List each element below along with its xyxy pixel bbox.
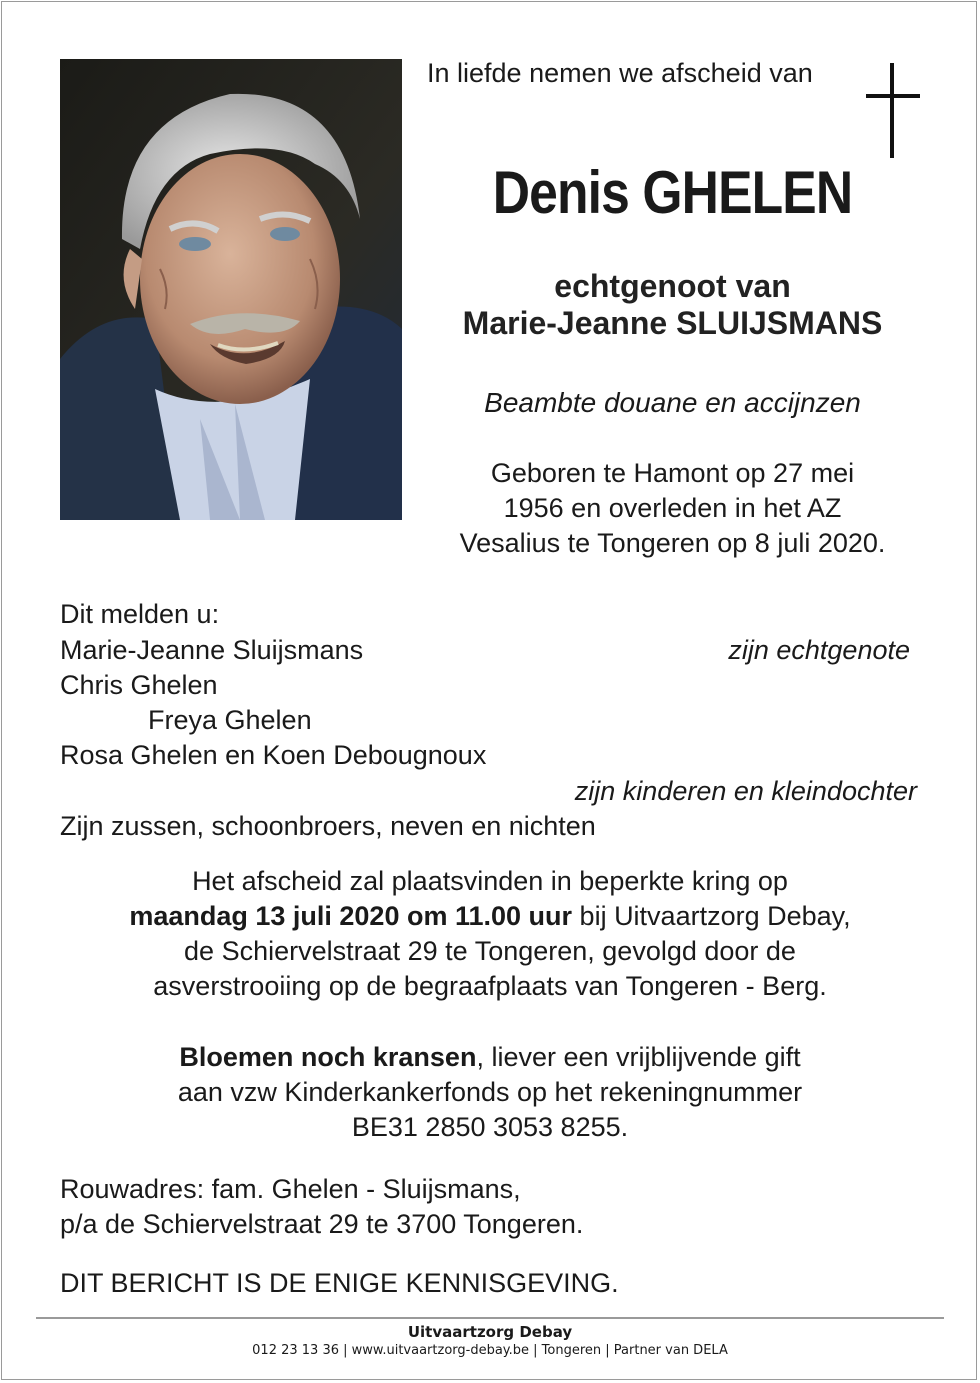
flowers-line-3: BE31 2850 3053 8255.: [351, 1112, 629, 1142]
deceased-name: Denis GHELEN: [492, 159, 853, 226]
flowers-bold: Bloemen noch kransen: [179, 1042, 477, 1072]
flowers-line-1: [40, 1040, 940, 1075]
cross-icon: [890, 63, 894, 158]
mourning-address: [60, 1172, 583, 1242]
intro-text: In liefde nemen we afscheid van: [427, 58, 813, 88]
spouse-info: [420, 268, 925, 342]
ceremony-date: maandag 13 juli 2020 om 11.00 uur: [129, 901, 573, 931]
announcers-heading: Dit melden u:: [60, 599, 220, 629]
notice-text: DIT BERICHT IS DE ENIGE KENNISGEVING.: [60, 1268, 619, 1298]
cross-icon-bar: [866, 94, 920, 98]
footer-title: Uitvaartzorg Debay: [407, 1323, 573, 1341]
announcer-spouse-role: zijn echtgenote: [728, 635, 910, 665]
footer-info: 012 23 13 36 | www.uitvaartzorg-debay.be | Tongeren | Partner van DELA: [252, 1343, 728, 1358]
announcer-others: Zijn zussen, schoonbroers, neven en nichten: [60, 811, 596, 841]
ceremony-info: [40, 864, 940, 1004]
ceremony-line-1: Het afscheid zal plaatsvinden in beperkte kring op: [192, 866, 788, 896]
birth-line-2: 1956 en overleden in het AZ: [503, 493, 842, 523]
birth-line-1: Geboren te Hamont op 27 mei: [490, 458, 855, 488]
flowers-line-2: aan vzw Kinderkankerfonds op het rekeningnummer: [177, 1077, 803, 1107]
announcer-grandchild: Freya Ghelen: [148, 705, 312, 735]
flowers-info: [40, 1040, 940, 1145]
ceremony-place: bij Uitvaartzorg Debay,: [572, 901, 851, 931]
flowers-rest: , liever een vrijblijvende gift: [476, 1042, 801, 1072]
footer-divider: [36, 1317, 944, 1319]
birth-line-3: Vesalius te Tongeren op 8 juli 2020.: [459, 528, 886, 558]
address-line-1: Rouwadres: fam. Ghelen - Sluijsmans,: [60, 1174, 521, 1204]
ceremony-line-2: [40, 899, 940, 934]
announcer-child-2: Rosa Ghelen en Koen Debougnoux: [60, 740, 487, 770]
address-line-2: p/a de Schiervelstraat 29 te 3700 Tongeren.: [60, 1209, 584, 1239]
announcer-children-role: zijn kinderen en kleindochter: [574, 776, 917, 806]
spouse-line-2: Marie-Jeanne SLUIJSMANS: [462, 305, 883, 341]
ceremony-line-4: asverstrooiing op de begraafplaats van Tongeren - Berg.: [153, 971, 827, 1001]
occupation: Beambte douane en accijnzen: [484, 387, 861, 418]
ceremony-line-3: de Schiervelstraat 29 te Tongeren, gevolgd door de: [184, 936, 796, 966]
announcer-spouse: Marie-Jeanne Sluijsmans: [60, 635, 364, 665]
spouse-line-1: echtgenoot van: [554, 268, 791, 304]
portrait-photo: [60, 59, 402, 520]
announcer-child-1: Chris Ghelen: [60, 670, 218, 700]
birth-death-info: [420, 456, 925, 561]
